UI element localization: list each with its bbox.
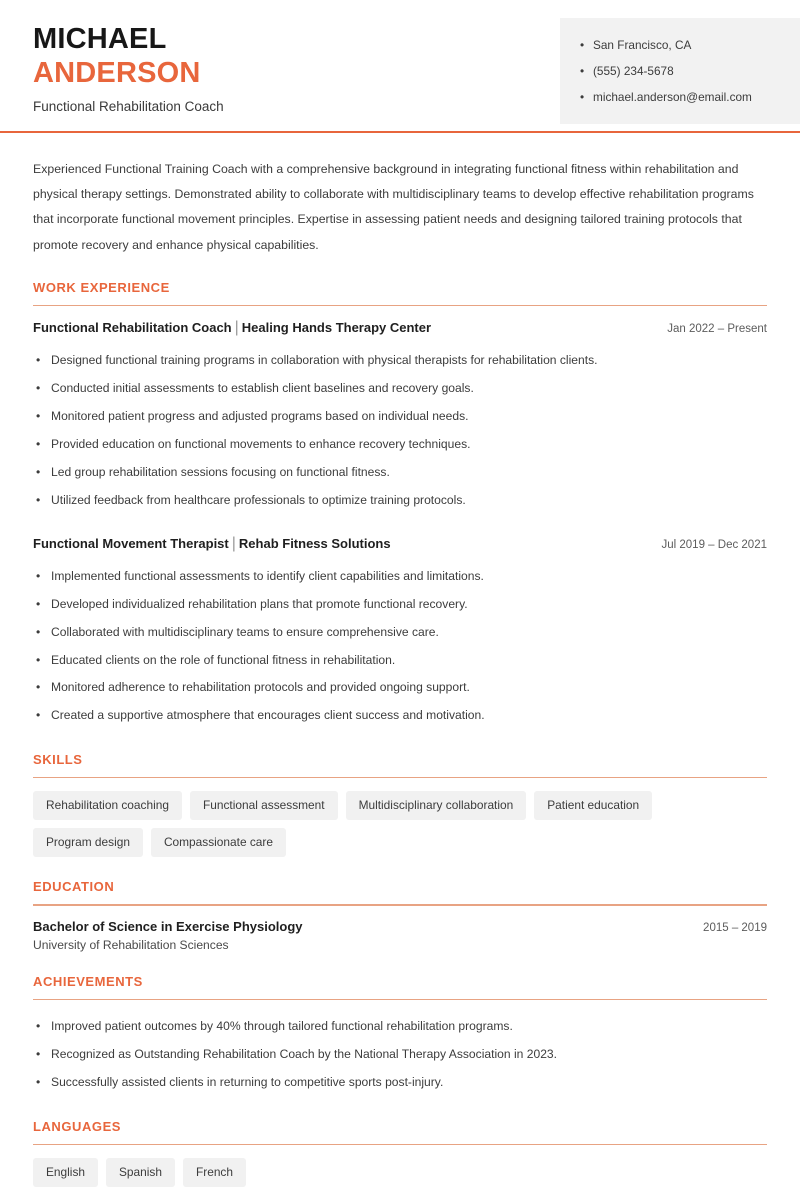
- experience-entry-header: [33, 319, 767, 337]
- contact-info-box: [560, 18, 800, 124]
- experience-date-range: Jul 2019 – Dec 2021: [661, 538, 767, 551]
- section-title-achievements: ACHIEVEMENTS: [33, 973, 143, 989]
- experience-bullet: • Provided education on functional movements to enhance recovery techniques.: [33, 431, 767, 459]
- section-title-languages: LANGUAGES: [33, 1118, 122, 1134]
- section-work-experience: [33, 280, 767, 730]
- skill-chip: Compassionate care: [151, 828, 286, 857]
- experience-bullet: • Led group rehabilitation sessions focusing on functional fitness.: [33, 459, 767, 487]
- achievement-item: • Improved patient outcomes by 40% through tailored functional rehabilitation programs.: [33, 1013, 767, 1041]
- section-education: [33, 879, 767, 951]
- language-chip: French: [183, 1158, 246, 1187]
- section-achievements: [33, 974, 767, 1097]
- experience-bullet: • Educated clients on the role of functional fitness in rehabilitation.: [33, 646, 767, 674]
- achievement-item: • Recognized as Outstanding Rehabilitation Coach by the National Therapy Association in 2023.: [33, 1041, 767, 1069]
- first-name: MICHAEL: [33, 23, 167, 55]
- experience-entry-header: [33, 535, 767, 553]
- skill-chip: Patient education: [534, 791, 652, 820]
- skills-chip-list: [33, 791, 767, 857]
- skill-chip: Functional assessment: [190, 791, 338, 820]
- skills-body: [33, 778, 767, 857]
- last-name: ANDERSON: [33, 57, 201, 90]
- experience-bullet: • Conducted initial assessments to establish client baselines and recovery goals.: [33, 375, 767, 403]
- experience-bullet: • Developed individualized rehabilitation plans that promote functional recovery.: [33, 591, 767, 619]
- title-org-separator: |: [234, 319, 239, 337]
- title-org-separator: |: [231, 534, 236, 552]
- header-identity: [0, 0, 224, 114]
- section-skills: [33, 752, 767, 857]
- experience-entry-heading: [33, 319, 431, 337]
- contact-list: [580, 32, 784, 110]
- work-experience-entries: [33, 306, 767, 730]
- languages-body: [33, 1145, 767, 1187]
- header-accent-rule: [0, 131, 800, 133]
- section-title-work-experience: WORK EXPERIENCE: [33, 279, 170, 295]
- section-languages: [33, 1119, 767, 1187]
- experience-bullet: • Implemented functional assessments to identify client capabilities and limitations.: [33, 563, 767, 591]
- experience-bullet: • Utilized feedback from healthcare professionals to optimize training protocols.: [33, 487, 767, 515]
- language-chip: English: [33, 1158, 98, 1187]
- achievement-item: • Successfully assisted clients in returning to competitive sports post-injury.: [33, 1069, 767, 1097]
- experience-job-title: Functional Movement Therapist: [33, 535, 229, 551]
- contact-item-location: • San Francisco, CA: [580, 32, 784, 58]
- skill-chip: Program design: [33, 828, 143, 857]
- language-chip: Spanish: [106, 1158, 175, 1187]
- experience-entry-heading: [33, 535, 391, 553]
- experience-organization: Rehab Fitness Solutions: [238, 535, 391, 551]
- experience-entry: [33, 535, 767, 730]
- education-date-range: 2015 – 2019: [703, 921, 767, 934]
- education-degree: Bachelor of Science in Exercise Physiology: [33, 918, 303, 934]
- experience-organization: Healing Hands Therapy Center: [241, 320, 432, 336]
- education-entry-header: [33, 919, 767, 934]
- experience-entry: [33, 319, 767, 514]
- experience-bullet: • Monitored patient progress and adjusted programs based on individual needs.: [33, 403, 767, 431]
- languages-chip-list: [33, 1158, 767, 1187]
- skill-chip: Multidisciplinary collaboration: [346, 791, 527, 820]
- experience-bullet: • Monitored adherence to rehabilitation protocols and provided ongoing support.: [33, 674, 767, 702]
- section-title-education: EDUCATION: [33, 879, 115, 895]
- contact-item-email[interactable]: • michael.anderson@email.com: [580, 84, 784, 110]
- skill-chip: Rehabilitation coaching: [33, 791, 182, 820]
- achievements-body: [33, 1000, 767, 1097]
- resume-header: [0, 0, 800, 133]
- achievements-list: [33, 1013, 767, 1097]
- section-title-skills: SKILLS: [33, 752, 83, 768]
- experience-bullet-list: [33, 563, 767, 730]
- resume-content: [0, 133, 800, 1187]
- contact-item-phone: • (555) 234-5678: [580, 58, 784, 84]
- experience-bullet: • Designed functional training programs in collaboration with physical therapists for rehabilitation clients.: [33, 347, 767, 375]
- experience-bullet: • Collaborated with multidisciplinary teams to ensure comprehensive care.: [33, 618, 767, 646]
- education-entry: [33, 919, 767, 952]
- education-entries: [33, 906, 767, 952]
- professional-summary: Experienced Functional Training Coach with a comprehensive background in integrating functional fitness within rehabilitation and physical therapy settings. Demonstrated ability to collaborate with multidisciplinary teams to develop effective rehabilitation programs that incorporate functional movement principles. Expertise in assessing patient needs and designing tailored training protocols that promote recovery and enhance physical capabilities.: [33, 162, 754, 252]
- experience-bullet: • Created a supportive atmosphere that encourages client success and motivation.: [33, 702, 767, 730]
- experience-bullet-list: [33, 347, 767, 514]
- professional-title: Functional Rehabilitation Coach: [33, 99, 224, 115]
- experience-date-range: Jan 2022 – Present: [667, 323, 767, 336]
- experience-job-title: Functional Rehabilitation Coach: [33, 320, 232, 336]
- education-institution: University of Rehabilitation Sciences: [33, 937, 229, 952]
